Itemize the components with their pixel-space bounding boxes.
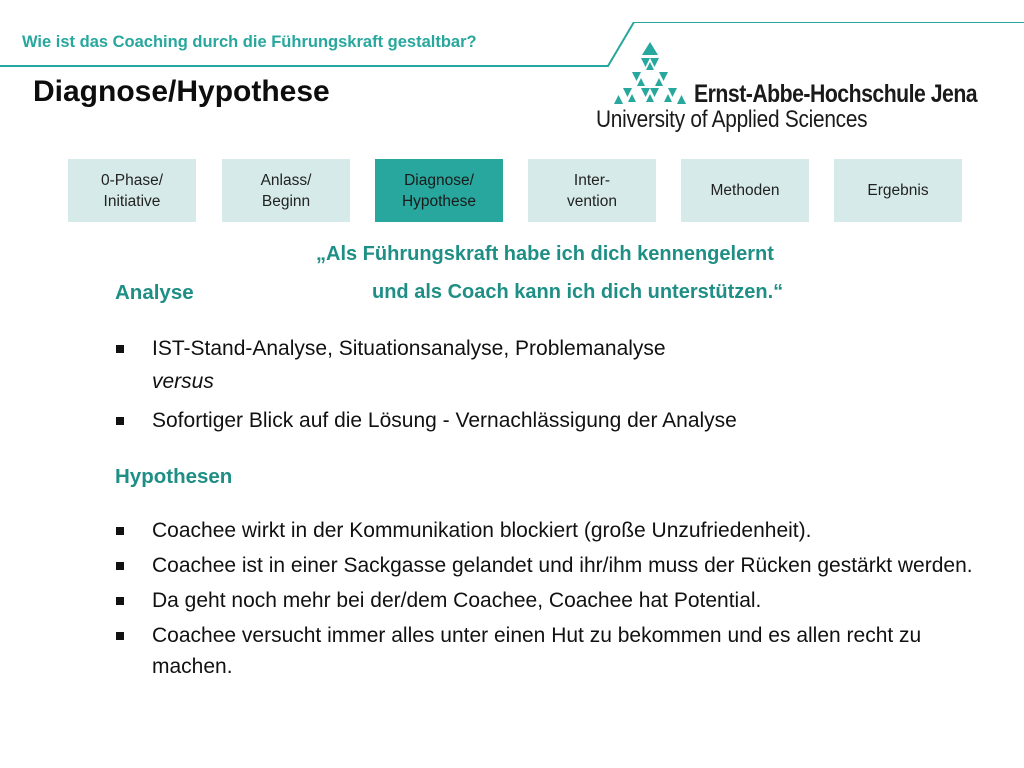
list-item-text: Da geht noch mehr bei der/dem Coachee, Coachee hat Potential.: [152, 589, 762, 612]
university-logo-icon: [610, 42, 690, 106]
bullet-square-icon: [116, 417, 124, 425]
step-label: Diagnose/ Hypothese: [401, 171, 477, 210]
hypothesen-heading: Hypothesen: [115, 465, 233, 488]
analyse-heading: Analyse: [115, 281, 194, 304]
analyse-list-2: [115, 405, 1005, 436]
page-title: Diagnose/Hypothese: [33, 75, 330, 108]
list-item-text: Coachee versucht immer alles unter einen Hut zu bekommen und es allen recht zu machen.: [152, 624, 922, 678]
versus-label: versus: [152, 370, 214, 393]
step-ergebnis[interactable]: [834, 159, 962, 222]
quote-line-1: „Als Führungskraft habe ich dich kennengelernt: [316, 243, 774, 265]
bullet-square-icon: [116, 562, 124, 570]
step-label: Methoden: [710, 182, 780, 199]
step-label: Inter- vention: [567, 171, 617, 210]
list-item-text: Sofortiger Blick auf die Lösung - Vernachlässigung der Analyse: [152, 409, 737, 432]
list-item: [115, 550, 1005, 581]
list-item-text: IST-Stand-Analyse, Situationsanalyse, Problemanalyse: [152, 337, 666, 360]
step-diagnose[interactable]: [375, 159, 503, 222]
list-item: [115, 405, 1005, 436]
list-item: [115, 585, 1005, 616]
step-label: Anlass/ Beginn: [260, 171, 312, 210]
analyse-list-1: [115, 333, 1005, 364]
step-methoden[interactable]: [681, 159, 809, 222]
header-title: Wie ist das Coaching durch die Führungskraft gestaltbar?: [22, 33, 477, 51]
step-label: Ergebnis: [867, 182, 929, 199]
quote-line-2: und als Coach kann ich dich unterstützen.“: [372, 281, 784, 303]
list-item: [115, 620, 1005, 682]
logo-subtitle: University of Applied Sciences: [596, 106, 868, 133]
step-intervention[interactable]: [528, 159, 656, 222]
step-initiative[interactable]: [68, 159, 196, 222]
bullet-square-icon: [116, 527, 124, 535]
step-anlass[interactable]: [222, 159, 350, 222]
step-label: 0-Phase/ Initiative: [100, 171, 164, 210]
bullet-square-icon: [116, 632, 124, 640]
bullet-square-icon: [116, 597, 124, 605]
list-item: [115, 333, 1005, 364]
hypothesen-list: [115, 515, 1005, 682]
logo-name: Ernst-Abbe-Hochschule Jena: [694, 80, 978, 108]
list-item-text: Coachee ist in einer Sackgasse gelandet und ihr/ihm muss der Rücken gestärkt werden.: [152, 554, 973, 577]
bullet-square-icon: [116, 345, 124, 353]
list-item-text: Coachee wirkt in der Kommunikation blockiert (große Unzufriedenheit).: [152, 519, 812, 542]
list-item: [115, 515, 1005, 546]
